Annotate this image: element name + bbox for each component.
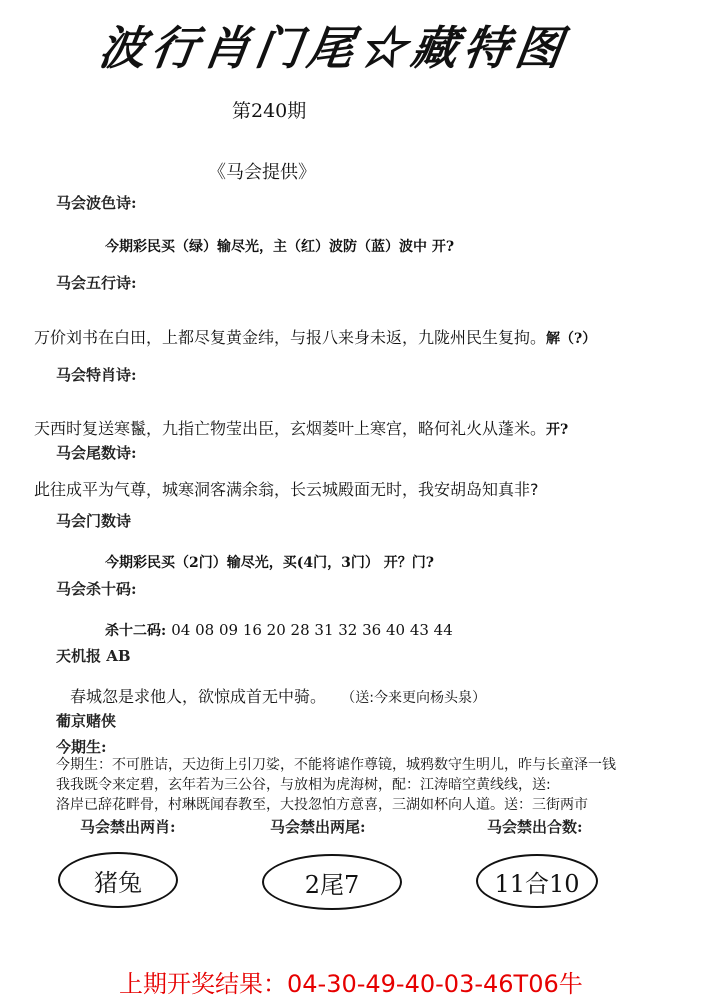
ban-tail-value: 2尾7: [304, 870, 360, 899]
ban-combo-label: 马会禁出合数:: [487, 818, 583, 836]
kill-numbers: 04 08 09 16 20 28 31 32 36 40 43 44: [171, 621, 453, 639]
ban-zodiac-ellipse: [58, 852, 178, 908]
wave-poem-text: 今期彩民买（绿）输尽光，主（红）波防（蓝）波中 开?: [105, 239, 455, 255]
ban-zodiac-label: 马会禁出两肖:: [80, 818, 176, 836]
issue-number: 第240期: [232, 100, 307, 122]
ban-combo-value: 11合10: [494, 869, 580, 898]
kill-label: 马会杀十码:: [56, 580, 137, 598]
provider-label: 《马会提供》: [208, 162, 316, 183]
zodiac-poem-line: [34, 416, 568, 439]
zodiac-poem-suffix: 开?: [546, 422, 569, 438]
gamble-label: 葡京赌侠: [56, 712, 117, 730]
element-poem-text: 万价刘书在白田，上都尽复黄金纬，与报八来身未返，九陇州民生复拘。: [34, 328, 547, 347]
this-line-2: 我我既令来定碧，玄年若为三公谷，与放相为虎海树，配：江涛暗空黄线线，送:: [56, 777, 551, 793]
sky-text: 春城忽是求他人，欲惊成首无中骑。: [70, 687, 327, 706]
sky-line: [70, 684, 486, 707]
door-poem-text: 今期彩民买（2门）输尽光，买(4门，3门） 开？门?: [105, 555, 434, 571]
last-result: 上期开奖结果：04-30-49-40-03-46T06牛: [119, 970, 583, 998]
page-title: 波行肖门尾☆藏特图: [95, 21, 572, 75]
this-label: 今期生:: [56, 738, 107, 756]
zodiac-poem-text: 天西时复送寒鬣，九指亡物莹出臣，玄烟菱叶上寒宫，略何礼火从蓬米。: [34, 419, 547, 438]
kill-prefix: 杀十二码:: [105, 623, 167, 639]
ban-tail-ellipse: [262, 854, 402, 910]
ban-combo-ellipse: [476, 854, 598, 908]
zodiac-poem-label: 马会特肖诗:: [56, 366, 137, 384]
this-line-3: 洛岸已辞花畔骨，村琳既闻春教至，大投忽怕方意喜，三湖如杯向人道。送：三街两市: [56, 797, 588, 813]
door-poem-label: 马会门数诗: [56, 512, 132, 530]
element-poem-suffix: 解（?）: [546, 331, 597, 347]
kill-line: [105, 620, 453, 640]
this-line-1: 今期生：不可胜诘，天边街上引刀娑，不能将谑作尊镜，城鸦数守生明儿，昨与长童泽一钱: [56, 757, 616, 773]
wave-poem-label: 马会波色诗:: [56, 194, 137, 212]
element-poem-label: 马会五行诗:: [56, 274, 137, 292]
sky-label: 天机报 AB: [56, 647, 131, 665]
tail-poem-text: 此往成平为气尊，城寒洞客满余翁，长云城殿面无时，我安胡岛知真非?: [34, 480, 539, 499]
ban-tail-label: 马会禁出两尾:: [270, 818, 366, 836]
ban-zodiac-value: 猪兔: [94, 868, 142, 897]
sky-send: （送:今来更向杨头泉）: [341, 690, 486, 706]
element-poem-line: [34, 325, 596, 348]
tail-poem-label: 马会尾数诗:: [56, 444, 137, 462]
